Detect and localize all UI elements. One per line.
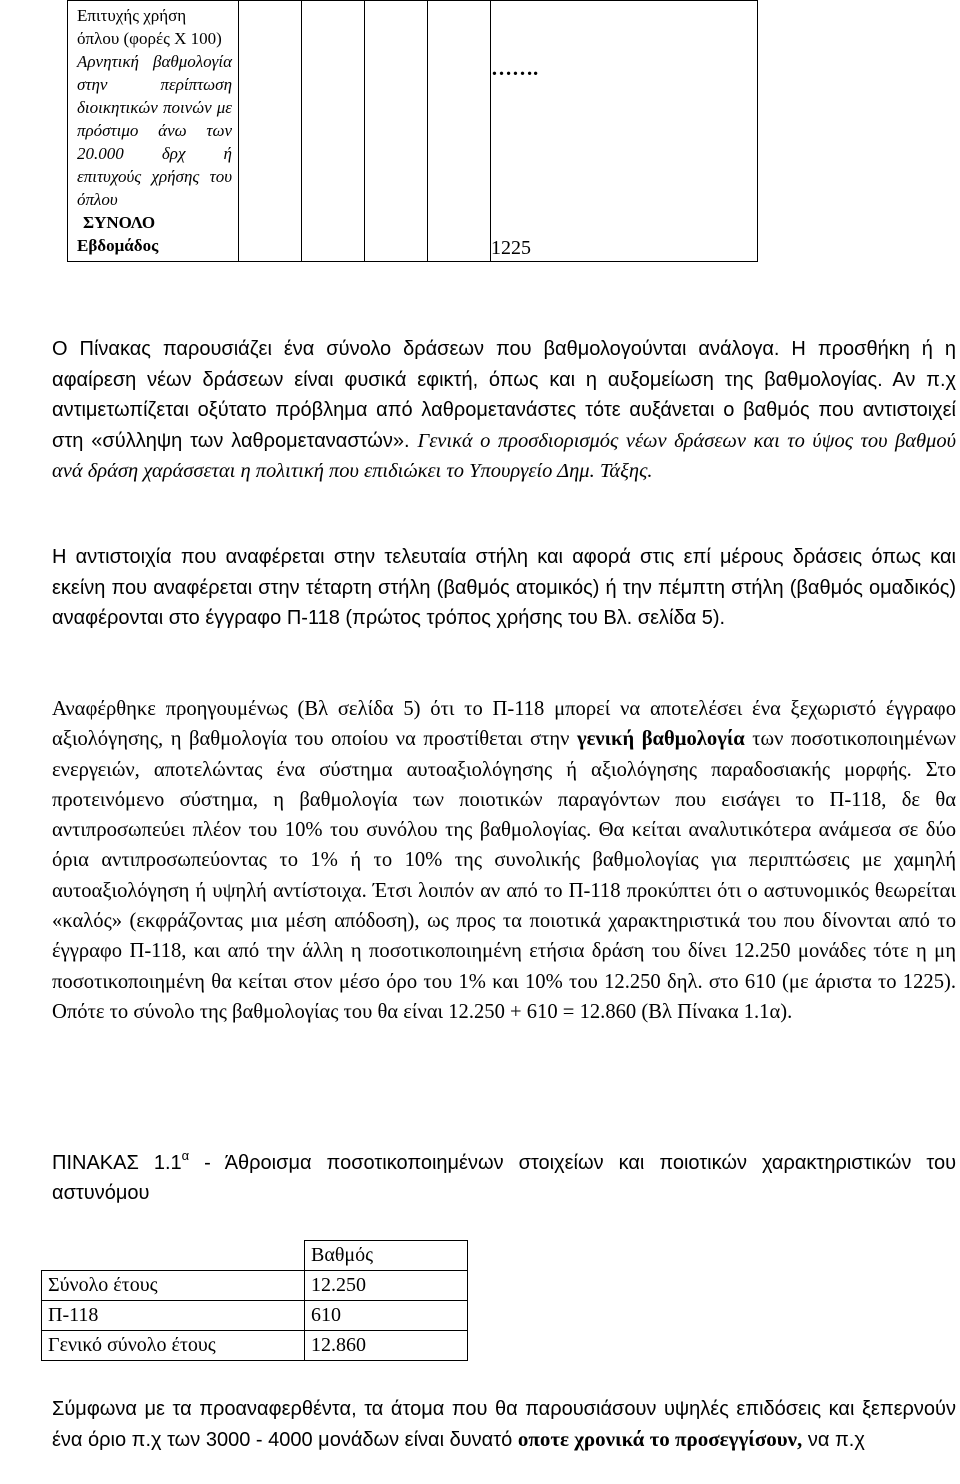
total-label-line2: Εβδομάδος xyxy=(77,236,159,255)
table-cell xyxy=(239,1,302,262)
table-header-row xyxy=(42,1241,468,1271)
final-bold-text: οποτε χρονικά το προσεγγίσουν, xyxy=(517,1427,803,1451)
ellipsis-value: ……. xyxy=(491,56,539,80)
reference-paragraph xyxy=(52,694,956,1027)
final-paragraph xyxy=(52,1394,956,1455)
caption-superscript: α xyxy=(181,1148,190,1163)
row-label: Γενικό σύνολο έτους xyxy=(42,1331,305,1361)
table-row xyxy=(42,1271,468,1301)
caption-text: - Άθροισμα ποσοτικοποιημένων στοιχείων και ποιοτικών χαρακτηριστικών του αστυνόμου xyxy=(52,1152,957,1204)
value-cell xyxy=(491,1,758,262)
correspondence-paragraph: Η αντιστοιχία που αναφέρεται στην τελευταία στήλη και αφορά στις επί μέρους δράσεις όπως και εκείνη που αναφέρεται στην τέταρτη στήλη (βαθμός ατομικός) ή την πέμπτη στήλη (βαθμός ομαδικός) αναφέρονται στο έγγραφο Π-118 (πρώτος τρόπος χρήσης του Βλ. σελίδα 5). xyxy=(52,546,956,629)
intro-text: Ο Πίνακας παρουσιάζει ένα σύνολο δράσεων που βαθμολογούνται ανάλογα. Η προσθήκη ή η αφαίρεση νέων δράσεων είναι φυσικά εφικτή, όπως και η αυξομείωση της βαθμολογίας. Αν π.χ αντιμετωπίζεται οξύτατο πρόβλημα από λαθρομετανάστες τότε αυξάνεται ο βαθμός που αντιστοιχεί στη «σύλληψη των λαθρομεταναστών». xyxy=(52,338,956,452)
row-value: 12.860 xyxy=(305,1331,468,1361)
header-empty-cell xyxy=(42,1241,305,1271)
total-label-line1: ΣΥΝΟΛΟ xyxy=(83,213,156,232)
final-text: Σύμφωνα με τα προαναφερθέντα, τα άτομα που θα παρουσιάσουν υψηλές επιδόσεις και ξεπερνούν ένα όριο π.χ των 3000 - 4000 μονάδων είναι δυνατό xyxy=(52,1398,956,1451)
final-end-text: να π.χ xyxy=(807,1429,865,1451)
row-value: 610 xyxy=(305,1301,468,1331)
criteria-cell xyxy=(68,1,239,262)
table-cell xyxy=(428,1,491,262)
header-score-cell: Βαθμός xyxy=(305,1241,468,1271)
reference-bold-text: γενική βαθμολογία xyxy=(577,728,745,751)
score-table xyxy=(41,1240,468,1361)
table-row xyxy=(42,1331,468,1361)
intro-italic-text: Γενικά ο προσδιορισμός νέων δράσεων και το ύψος του βαθμού ανά δράση χαράσσεται η πολιτική που επιδιώκει το Υπουργείο Δημ. Τάξης. xyxy=(52,429,957,482)
row-label: Π-118 xyxy=(42,1301,305,1331)
table-row xyxy=(68,1,758,262)
table-caption xyxy=(52,1148,956,1208)
row-value: 12.250 xyxy=(305,1271,468,1301)
intro-paragraph xyxy=(52,334,956,487)
criteria-table xyxy=(67,0,758,262)
criteria-text-success: Επιτυχής χρήση όπλου (φορές Χ 100) xyxy=(77,6,222,48)
reference-text-2: των ποσοτικοποιημένων ενεργειών, αποτελώντας ένα σύστημα αυτοαξιολόγησης ή αξιολόγησης παραδοσιακής μορφής. Στο προτεινόμενο σύστημα, η βαθμολογία των ποιοτικών παραγόντων που εισάγει το Π-118, δε θα αντιπροσωπεύει πλέον του 10% του συνόλου της βαθμολογίας. Θα κείται αναλυτικότερα ανάμεσα σε δύο όρια αντιπροσωπεύοντας το 1% ή το 10% της συνολικής βαθμολογίας για περιπτώσεις με χαμηλή αυτοαξιολόγηση ή υψηλή αντίστοιχα. Έτσι λοιπόν αν από το Π-118 προκύπτει ότι ο αστυνομικός θεωρείται «καλός» (εκφράζοντας μια μέση απόδοση), ως προς τα ποιοτικά χαρακτηριστικά του που δίνονται από το έγγραφο Π-118, και από την άλλη η ποσοτικοποιημένη ετήσια δράση του δίνει 12.250 μονάδες τότε η μη ποσοτικοποιημένη θα κείται στον μέσο όρο του 1% και 10% του 12.250 δηλ. στο 610 (με άριστα το 1225). Οπότε το σύνολο της βαθμολογίας του θα είναι 12.250 + 610 = 12.860 (Βλ Πίνακα 1.1α). xyxy=(52,728,956,1023)
table-cell xyxy=(302,1,365,262)
table-row xyxy=(42,1301,468,1331)
criteria-text-negative: Αρνητική βαθμολογία στην περίπτωση διοικητικών ποινών με πρόστιμο άνω των 20.000 δρχ ή επιτυχούς χρήσης του όπλου xyxy=(77,52,232,209)
table-cell xyxy=(365,1,428,262)
reference-text-1: Αναφέρθηκε προηγουμένως (Βλ σελίδα 5) ότι το Π-118 μπορεί να αποτελέσει ένα ξεχωριστό έγγραφο αξιολόγησης, η βαθμολογία του οποίου να προστίθεται στην xyxy=(52,698,956,751)
row-label: Σύνολο έτους xyxy=(42,1271,305,1301)
caption-label: ΠΙΝΑΚΑΣ 1.1 xyxy=(52,1152,182,1174)
total-value: 1225 xyxy=(491,237,531,259)
